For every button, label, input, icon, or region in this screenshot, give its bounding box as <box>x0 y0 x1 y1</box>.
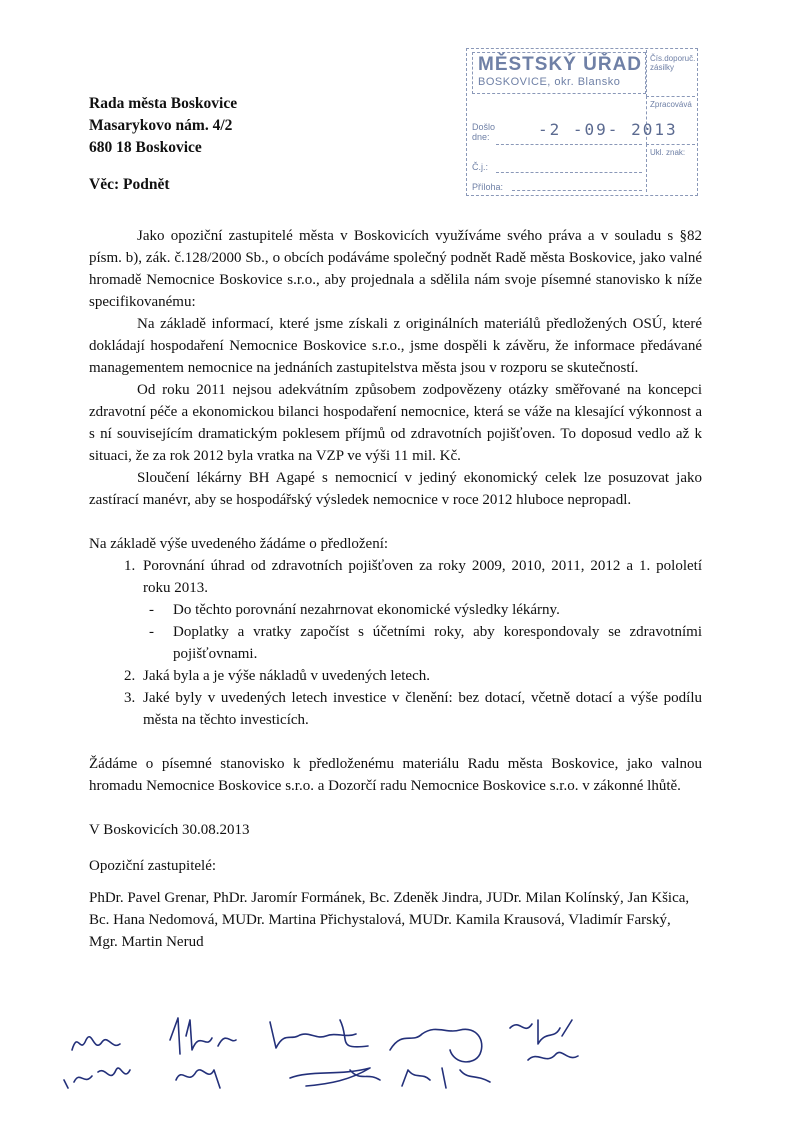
signatories-label: Opoziční zastupitelé: <box>89 858 217 874</box>
stamp-subtitle: BOSKOVICE, okr. Blansko <box>478 76 621 88</box>
stamp-received-label: Došlo dne: <box>472 122 496 142</box>
stamp-ref-label: Č.j.: <box>472 162 489 172</box>
list-item <box>139 555 702 665</box>
subject-line: Věc: Podnět <box>89 176 170 193</box>
recipient-address <box>89 93 237 159</box>
stamp-title: MĚSTSKÝ ÚŘAD <box>478 54 643 75</box>
place-date: V Boskovicích 30.08.2013 <box>89 822 250 838</box>
list-item-1-text: Porovnání úhrad od zdravotních pojišťoven za roky 2009, 2010, 2011, 2012 a 1. pololetí roku 2013. <box>143 558 702 596</box>
stamp-side-label-2: Zpracovává <box>650 100 692 109</box>
sub-list-item-2: - Doplatky a vratky započíst s účetními roky, aby korespondovaly se zdravotními pojišťovnami. <box>143 621 702 665</box>
handwritten-signatures <box>50 1010 610 1130</box>
address-line-3: 680 18 Boskovice <box>89 139 202 156</box>
sub-list-item-1: - Do těchto porovnání nezahrnovat ekonomické výsledky lékárny. <box>143 599 702 621</box>
address-line-2: Masarykovo nám. 4/2 <box>89 117 233 134</box>
registry-stamp <box>466 48 698 196</box>
stamp-side-label-1: Čís.doporuč. zásilky <box>650 54 696 72</box>
closing-paragraph: Žádáme o písemné stanovisko k předloženému materiálu Radu města Boskovice, jako valnou hromadu Nemocnice Boskovice s.r.o. a Dozorčí radu Nemocnice Boskovice s.r.o. v zákonné lhůtě. <box>89 756 702 794</box>
address-line-1: Rada města Boskovice <box>89 95 238 112</box>
stamp-side-label-3: Ukl. znak: <box>650 148 686 157</box>
list-item-3-text: Jaké byly v uvedených letech investice v členění: bez dotací, včetně dotací a výše podílu města na těchto investicích. <box>143 690 702 728</box>
paragraph-2: Na základě informací, které jsme získali z originálních materiálů předložených OSÚ, které dokládají hospodaření Nemocnice Boskovice s.r.o., jsme dospěli k závěru, že informace předávané managementem nemocnice na jednáních zastupitelstva města jsou v rozporu se skutečností. <box>89 316 702 376</box>
list-item <box>139 665 702 687</box>
list-item-2-text: Jaká byla a je výše nákladů v uvedených letech. <box>143 668 430 684</box>
stamp-attachment-label: Příloha: <box>472 182 504 192</box>
sub-list <box>143 599 702 665</box>
list-item <box>139 687 702 731</box>
request-list <box>89 555 702 731</box>
request-intro: Na základě výše uvedeného žádáme o předložení: <box>89 536 389 552</box>
letter-body <box>89 225 702 953</box>
paragraph-4: Sloučení lékárny BH Agapé s nemocnicí v jediný ekonomický celek lze posuzovat jako zastírací manévr, aby se hospodářský výsledek nemocnice v roce 2012 hluboce nepropadl. <box>89 470 702 508</box>
paragraph-1: Jako opoziční zastupitelé města v Boskovicích využíváme svého práva a v souladu s §82 písm. b), zák. č.128/2000 Sb., o obcích podáváme společný podnět Radě města Boskovice, jako valné hromadě Nemocnice Boskovice s.r.o., aby projednala a sdělila nám svoje písemné stanovisko k níže specifikovanému: <box>89 228 702 310</box>
stamp-date: -2 -09- 2013 <box>538 120 678 139</box>
paragraph-3: Od roku 2011 nejsou adekvátním způsobem zodpovězeny otázky směřované na koncepci zdravotní péče a ekonomickou bilanci hospodaření nemocnice, která se váže na klesající výkonnost a s ní souvisejícím dramatickým poklesem příjmů od zdravotních pojišťoven. To doposud vedlo až k situaci, že za rok 2012 byla vratka na VZP ve výši 11 mil. Kč. <box>89 382 702 464</box>
signatories-list: PhDr. Pavel Grenar, PhDr. Jaromír Formánek, Bc. Zdeněk Jindra, JUDr. Milan Kolínský, Jan Kšica, Bc. Hana Nedomová, MUDr. Martina Přichystalová, MUDr. Kamila Krausová, Vladimír Farský, Mgr. Martin Nerud <box>89 890 690 950</box>
